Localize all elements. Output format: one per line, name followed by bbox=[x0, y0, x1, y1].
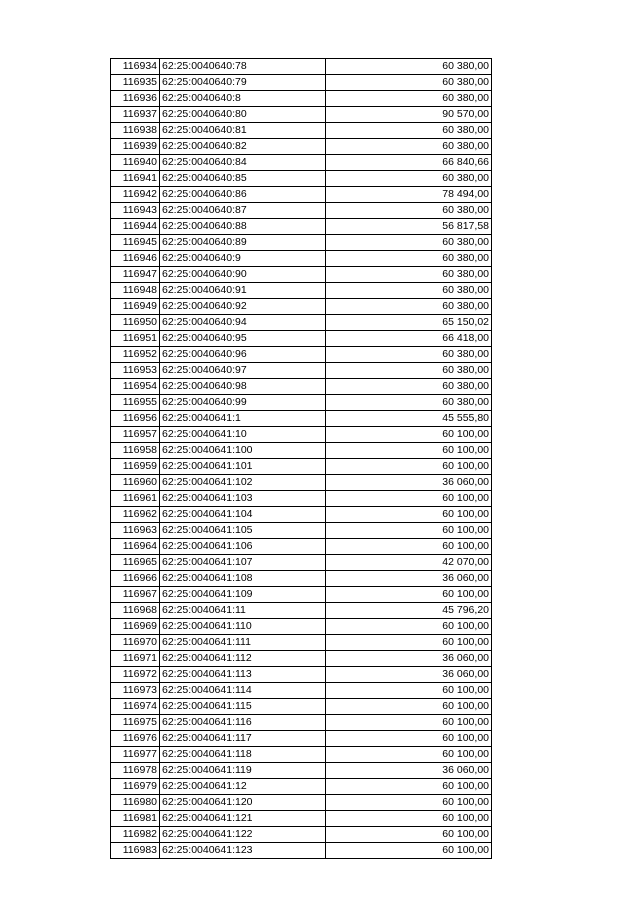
cadastral-number-cell: 62:25:0040640:84 bbox=[160, 155, 326, 171]
value-cell: 60 100,00 bbox=[326, 699, 492, 715]
table-row bbox=[111, 667, 492, 683]
value-cell: 45 555,80 bbox=[326, 411, 492, 427]
table-row bbox=[111, 731, 492, 747]
row-id-cell: 116968 bbox=[111, 603, 160, 619]
table-row bbox=[111, 59, 492, 75]
cadastral-number-cell: 62:25:0040641:117 bbox=[160, 731, 326, 747]
row-id-cell: 116948 bbox=[111, 283, 160, 299]
row-id-cell: 116971 bbox=[111, 651, 160, 667]
table-row bbox=[111, 299, 492, 315]
cadastral-number-cell: 62:25:0040641:12 bbox=[160, 779, 326, 795]
row-id-cell: 116941 bbox=[111, 171, 160, 187]
table-row bbox=[111, 571, 492, 587]
table-row bbox=[111, 507, 492, 523]
value-cell: 66 418,00 bbox=[326, 331, 492, 347]
cadastral-number-cell: 62:25:0040641:105 bbox=[160, 523, 326, 539]
row-id-cell: 116951 bbox=[111, 331, 160, 347]
row-id-cell: 116980 bbox=[111, 795, 160, 811]
row-id-cell: 116981 bbox=[111, 811, 160, 827]
row-id-cell: 116983 bbox=[111, 843, 160, 859]
cadastral-number-cell: 62:25:0040640:92 bbox=[160, 299, 326, 315]
table-row bbox=[111, 475, 492, 491]
cadastral-number-cell: 62:25:0040641:115 bbox=[160, 699, 326, 715]
row-id-cell: 116950 bbox=[111, 315, 160, 331]
value-cell: 60 380,00 bbox=[326, 171, 492, 187]
value-cell: 60 100,00 bbox=[326, 827, 492, 843]
table-row bbox=[111, 491, 492, 507]
value-cell: 36 060,00 bbox=[326, 571, 492, 587]
value-cell: 60 380,00 bbox=[326, 203, 492, 219]
table-row bbox=[111, 779, 492, 795]
row-id-cell: 116952 bbox=[111, 347, 160, 363]
value-cell: 60 100,00 bbox=[326, 683, 492, 699]
cadastral-number-cell: 62:25:0040641:102 bbox=[160, 475, 326, 491]
cadastral-number-cell: 62:25:0040640:79 bbox=[160, 75, 326, 91]
table-row bbox=[111, 555, 492, 571]
row-id-cell: 116976 bbox=[111, 731, 160, 747]
cadastral-number-cell: 62:25:0040640:90 bbox=[160, 267, 326, 283]
table-row bbox=[111, 443, 492, 459]
cadastral-number-cell: 62:25:0040640:99 bbox=[160, 395, 326, 411]
cadastral-number-cell: 62:25:0040641:100 bbox=[160, 443, 326, 459]
row-id-cell: 116982 bbox=[111, 827, 160, 843]
table-row bbox=[111, 331, 492, 347]
value-cell: 60 380,00 bbox=[326, 235, 492, 251]
cadastral-number-cell: 62:25:0040641:116 bbox=[160, 715, 326, 731]
cadastral-number-cell: 62:25:0040640:95 bbox=[160, 331, 326, 347]
row-id-cell: 116975 bbox=[111, 715, 160, 731]
value-cell: 60 100,00 bbox=[326, 491, 492, 507]
value-cell: 60 380,00 bbox=[326, 251, 492, 267]
table-row bbox=[111, 619, 492, 635]
row-id-cell: 116964 bbox=[111, 539, 160, 555]
cadastral-number-cell: 62:25:0040640:85 bbox=[160, 171, 326, 187]
value-cell: 60 100,00 bbox=[326, 715, 492, 731]
table-row bbox=[111, 459, 492, 475]
table-row bbox=[111, 379, 492, 395]
row-id-cell: 116935 bbox=[111, 75, 160, 91]
table-row bbox=[111, 187, 492, 203]
table-row bbox=[111, 411, 492, 427]
cadastral-number-cell: 62:25:0040640:9 bbox=[160, 251, 326, 267]
row-id-cell: 116967 bbox=[111, 587, 160, 603]
value-cell: 60 100,00 bbox=[326, 507, 492, 523]
cadastral-number-cell: 62:25:0040641:118 bbox=[160, 747, 326, 763]
value-cell: 60 100,00 bbox=[326, 443, 492, 459]
row-id-cell: 116963 bbox=[111, 523, 160, 539]
table-row bbox=[111, 91, 492, 107]
row-id-cell: 116945 bbox=[111, 235, 160, 251]
value-cell: 60 100,00 bbox=[326, 539, 492, 555]
table-row bbox=[111, 523, 492, 539]
row-id-cell: 116959 bbox=[111, 459, 160, 475]
cadastral-number-cell: 62:25:0040641:107 bbox=[160, 555, 326, 571]
value-cell: 60 380,00 bbox=[326, 283, 492, 299]
table-row bbox=[111, 651, 492, 667]
row-id-cell: 116969 bbox=[111, 619, 160, 635]
table-row bbox=[111, 603, 492, 619]
cadastral-number-cell: 62:25:0040640:82 bbox=[160, 139, 326, 155]
cadastral-number-cell: 62:25:0040640:89 bbox=[160, 235, 326, 251]
value-cell: 60 380,00 bbox=[326, 59, 492, 75]
cadastral-number-cell: 62:25:0040640:87 bbox=[160, 203, 326, 219]
table-row bbox=[111, 795, 492, 811]
value-cell: 60 380,00 bbox=[326, 395, 492, 411]
row-id-cell: 116944 bbox=[111, 219, 160, 235]
cadastral-number-cell: 62:25:0040641:123 bbox=[160, 843, 326, 859]
value-cell: 60 100,00 bbox=[326, 811, 492, 827]
cadastral-number-cell: 62:25:0040641:10 bbox=[160, 427, 326, 443]
row-id-cell: 116936 bbox=[111, 91, 160, 107]
row-id-cell: 116949 bbox=[111, 299, 160, 315]
cadastral-number-cell: 62:25:0040640:81 bbox=[160, 123, 326, 139]
value-cell: 60 100,00 bbox=[326, 459, 492, 475]
row-id-cell: 116970 bbox=[111, 635, 160, 651]
value-cell: 66 840,66 bbox=[326, 155, 492, 171]
row-id-cell: 116937 bbox=[111, 107, 160, 123]
value-cell: 42 070,00 bbox=[326, 555, 492, 571]
table-row bbox=[111, 107, 492, 123]
table-row bbox=[111, 203, 492, 219]
row-id-cell: 116955 bbox=[111, 395, 160, 411]
row-id-cell: 116960 bbox=[111, 475, 160, 491]
value-cell: 45 796,20 bbox=[326, 603, 492, 619]
cadastral-number-cell: 62:25:0040640:80 bbox=[160, 107, 326, 123]
cadastral-number-cell: 62:25:0040641:101 bbox=[160, 459, 326, 475]
value-cell: 60 100,00 bbox=[326, 427, 492, 443]
value-cell: 60 100,00 bbox=[326, 779, 492, 795]
cadastral-number-cell: 62:25:0040641:114 bbox=[160, 683, 326, 699]
table-row bbox=[111, 235, 492, 251]
cadastral-number-cell: 62:25:0040641:108 bbox=[160, 571, 326, 587]
table-row bbox=[111, 699, 492, 715]
table-row bbox=[111, 763, 492, 779]
table-row bbox=[111, 315, 492, 331]
row-id-cell: 116978 bbox=[111, 763, 160, 779]
value-cell: 60 380,00 bbox=[326, 267, 492, 283]
value-cell: 60 100,00 bbox=[326, 747, 492, 763]
table-row bbox=[111, 347, 492, 363]
row-id-cell: 116962 bbox=[111, 507, 160, 523]
row-id-cell: 116953 bbox=[111, 363, 160, 379]
value-cell: 60 380,00 bbox=[326, 75, 492, 91]
row-id-cell: 116974 bbox=[111, 699, 160, 715]
value-cell: 36 060,00 bbox=[326, 475, 492, 491]
cadastral-number-cell: 62:25:0040641:113 bbox=[160, 667, 326, 683]
cadastral-number-cell: 62:25:0040640:96 bbox=[160, 347, 326, 363]
cadastral-number-cell: 62:25:0040641:120 bbox=[160, 795, 326, 811]
value-cell: 90 570,00 bbox=[326, 107, 492, 123]
row-id-cell: 116946 bbox=[111, 251, 160, 267]
table-row bbox=[111, 539, 492, 555]
table-row bbox=[111, 155, 492, 171]
cadastral-number-cell: 62:25:0040640:94 bbox=[160, 315, 326, 331]
table-row bbox=[111, 843, 492, 859]
value-cell: 60 100,00 bbox=[326, 587, 492, 603]
table-row bbox=[111, 139, 492, 155]
row-id-cell: 116942 bbox=[111, 187, 160, 203]
cadastral-value-table bbox=[110, 58, 492, 859]
cadastral-number-cell: 62:25:0040640:8 bbox=[160, 91, 326, 107]
row-id-cell: 116972 bbox=[111, 667, 160, 683]
cadastral-number-cell: 62:25:0040641:103 bbox=[160, 491, 326, 507]
cadastral-number-cell: 62:25:0040641:122 bbox=[160, 827, 326, 843]
row-id-cell: 116939 bbox=[111, 139, 160, 155]
cadastral-number-cell: 62:25:0040641:110 bbox=[160, 619, 326, 635]
value-cell: 36 060,00 bbox=[326, 763, 492, 779]
table-row bbox=[111, 427, 492, 443]
value-cell: 60 380,00 bbox=[326, 123, 492, 139]
table-row bbox=[111, 811, 492, 827]
value-cell: 60 380,00 bbox=[326, 299, 492, 315]
table-row bbox=[111, 395, 492, 411]
row-id-cell: 116966 bbox=[111, 571, 160, 587]
row-id-cell: 116956 bbox=[111, 411, 160, 427]
cadastral-number-cell: 62:25:0040640:91 bbox=[160, 283, 326, 299]
value-cell: 60 100,00 bbox=[326, 843, 492, 859]
value-cell: 60 380,00 bbox=[326, 379, 492, 395]
value-cell: 60 380,00 bbox=[326, 91, 492, 107]
row-id-cell: 116979 bbox=[111, 779, 160, 795]
value-cell: 60 380,00 bbox=[326, 139, 492, 155]
cadastral-number-cell: 62:25:0040641:104 bbox=[160, 507, 326, 523]
row-id-cell: 116961 bbox=[111, 491, 160, 507]
cadastral-number-cell: 62:25:0040640:98 bbox=[160, 379, 326, 395]
row-id-cell: 116938 bbox=[111, 123, 160, 139]
value-cell: 60 100,00 bbox=[326, 731, 492, 747]
table-row bbox=[111, 683, 492, 699]
cadastral-number-cell: 62:25:0040641:121 bbox=[160, 811, 326, 827]
value-cell: 60 100,00 bbox=[326, 795, 492, 811]
cadastral-number-cell: 62:25:0040641:109 bbox=[160, 587, 326, 603]
table-row bbox=[111, 123, 492, 139]
value-cell: 60 380,00 bbox=[326, 347, 492, 363]
value-cell: 36 060,00 bbox=[326, 651, 492, 667]
cadastral-number-cell: 62:25:0040640:88 bbox=[160, 219, 326, 235]
row-id-cell: 116957 bbox=[111, 427, 160, 443]
row-id-cell: 116977 bbox=[111, 747, 160, 763]
row-id-cell: 116940 bbox=[111, 155, 160, 171]
table-row bbox=[111, 251, 492, 267]
row-id-cell: 116958 bbox=[111, 443, 160, 459]
row-id-cell: 116965 bbox=[111, 555, 160, 571]
value-cell: 60 100,00 bbox=[326, 635, 492, 651]
cadastral-number-cell: 62:25:0040641:112 bbox=[160, 651, 326, 667]
cadastral-number-cell: 62:25:0040641:111 bbox=[160, 635, 326, 651]
row-id-cell: 116947 bbox=[111, 267, 160, 283]
cadastral-number-cell: 62:25:0040641:1 bbox=[160, 411, 326, 427]
value-cell: 56 817,58 bbox=[326, 219, 492, 235]
cadastral-number-cell: 62:25:0040641:119 bbox=[160, 763, 326, 779]
cadastral-number-cell: 62:25:0040640:78 bbox=[160, 59, 326, 75]
table-row bbox=[111, 587, 492, 603]
value-cell: 65 150,02 bbox=[326, 315, 492, 331]
cadastral-number-cell: 62:25:0040640:86 bbox=[160, 187, 326, 203]
cadastral-number-cell: 62:25:0040641:106 bbox=[160, 539, 326, 555]
table-row bbox=[111, 267, 492, 283]
value-cell: 36 060,00 bbox=[326, 667, 492, 683]
value-cell: 78 494,00 bbox=[326, 187, 492, 203]
table-row bbox=[111, 635, 492, 651]
table-row bbox=[111, 75, 492, 91]
row-id-cell: 116973 bbox=[111, 683, 160, 699]
table-row bbox=[111, 827, 492, 843]
value-cell: 60 100,00 bbox=[326, 523, 492, 539]
table-row bbox=[111, 363, 492, 379]
row-id-cell: 116934 bbox=[111, 59, 160, 75]
cadastral-number-cell: 62:25:0040641:11 bbox=[160, 603, 326, 619]
table-body bbox=[111, 59, 492, 859]
table-row bbox=[111, 283, 492, 299]
row-id-cell: 116954 bbox=[111, 379, 160, 395]
table-row bbox=[111, 715, 492, 731]
value-cell: 60 380,00 bbox=[326, 363, 492, 379]
table-row bbox=[111, 171, 492, 187]
table-row bbox=[111, 747, 492, 763]
table-row bbox=[111, 219, 492, 235]
value-cell: 60 100,00 bbox=[326, 619, 492, 635]
cadastral-number-cell: 62:25:0040640:97 bbox=[160, 363, 326, 379]
row-id-cell: 116943 bbox=[111, 203, 160, 219]
